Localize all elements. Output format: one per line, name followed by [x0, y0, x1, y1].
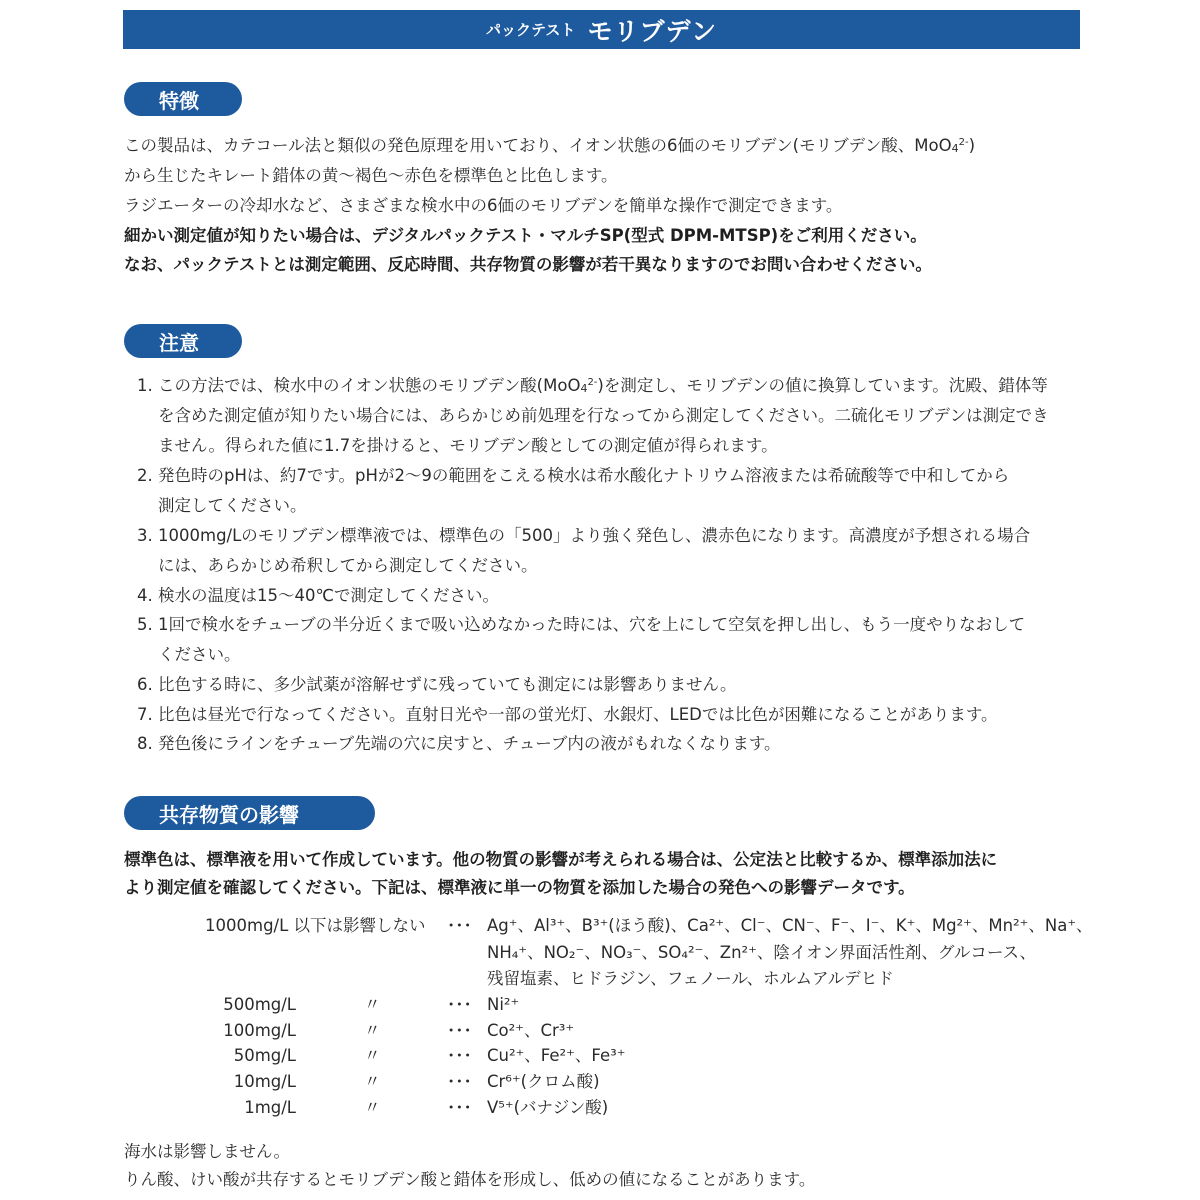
- features-line-5: なお、パックテストとは測定範囲、反応時間、共存物質の影響が若干異なりますのでお問い合わせください。: [124, 255, 932, 274]
- note-7-line-1: 比色は昼光で行なってください。直射日光や一部の蛍光灯、水銀灯、LEDでは比色が困難になることがあります。: [158, 705, 998, 724]
- note-5-line-2: ください。: [158, 645, 241, 664]
- note-number: 4.: [137, 586, 153, 605]
- ditto-mark: 〃: [364, 1046, 381, 1065]
- note-number: 7.: [137, 705, 153, 724]
- note-5-line-1: 1回で検水をチューブの半分近くまで吸い込めなかった時には、穴を上にして空気を押し出し、もう一度やりなおして: [158, 615, 1026, 634]
- section-heading-interference: 共存物質の影響: [124, 796, 375, 830]
- ditto-mark: 〃: [364, 1072, 381, 1091]
- interference-intro-2: より測定値を確認してください。下記は、標準液に単一の物質を添加した場合の発色への影響データです。: [124, 878, 915, 897]
- note-number: 6.: [137, 675, 153, 694]
- note-number: 3.: [137, 526, 153, 545]
- concentration-label: 1000mg/L 以下は影響しない: [205, 916, 426, 935]
- note-8-line-1: 発色後にラインをチューブ先端の穴に戻すと、チューブ内の液がもれなくなります。: [158, 734, 781, 753]
- substance-list: 残留塩素、ヒドラジン、フェノール、ホルムアルデヒド: [487, 969, 894, 988]
- interference-footnote-2: りん酸、けい酸が共存するとモリブデン酸と錯体を形成し、低めの値になることがあります。: [124, 1170, 816, 1189]
- note-2-line-2: 測定してください。: [158, 496, 307, 515]
- dots: ･･･: [447, 1046, 472, 1065]
- note-3-line-1: 1000mg/Lのモリブデン標準液では、標準色の「500」より強く発色し、濃赤色になります。高濃度が予想される場合: [158, 526, 1031, 545]
- concentration-label: 10mg/L: [233, 1072, 296, 1091]
- ditto-mark: 〃: [364, 995, 381, 1014]
- interference-intro-1: 標準色は、標準液を用いて作成しています。他の物質の影響が考えられる場合は、公定法と比較するか、標準添加法に: [124, 850, 998, 869]
- interference-footnote-1: 海水は影響しません。: [124, 1142, 290, 1161]
- substance-list: Cu²⁺、Fe²⁺、Fe³⁺: [487, 1046, 626, 1065]
- substance-list: NH₄⁺、NO₂⁻、NO₃⁻、SO₄²⁻、Zn²⁺、陰イオン界面活性剤、グルコース、: [487, 943, 1037, 962]
- features-line-3: ラジエーターの冷却水など、さまざまな検水中の6価のモリブデンを簡単な操作で測定できます。: [124, 196, 843, 215]
- title-prefix: パックテスト: [486, 21, 576, 39]
- features-line-4: 細かい測定値が知りたい場合は、デジタルパックテスト・マルチSP(型式 DPM-MTSP)をご利用ください。: [124, 226, 927, 245]
- note-6-line-1: 比色する時に、多少試薬が溶解せずに残っていても測定には影響ありません。: [158, 675, 737, 694]
- concentration-label: 100mg/L: [223, 1021, 296, 1040]
- dots: ･･･: [447, 1021, 472, 1040]
- note-4-line-1: 検水の温度は15～40℃で測定してください。: [158, 586, 500, 605]
- dots: ･･･: [447, 1098, 472, 1117]
- note-number: 2.: [137, 466, 153, 485]
- substance-list: Ni²⁺: [487, 995, 520, 1014]
- section-heading-features: 特徴: [124, 82, 242, 116]
- concentration-label: 500mg/L: [223, 995, 296, 1014]
- note-1-line-3: ません。得られた値に1.7を掛けると、モリブデン酸としての測定値が得られます。: [158, 436, 778, 455]
- substance-list: Ag⁺、Al³⁺、B³⁺(ほう酸)、Ca²⁺、Cl⁻、CN⁻、F⁻、I⁻、K⁺、Mg²⁺、Mn²⁺、Na⁺、: [487, 916, 1093, 935]
- note-3-line-2: には、あらかじめ希釈してから測定してください。: [158, 556, 538, 575]
- dots: ･･･: [447, 916, 472, 935]
- page-title: モリブデン: [587, 16, 717, 46]
- substance-list: V⁵⁺(バナジン酸): [487, 1098, 609, 1117]
- note-number: 8.: [137, 734, 153, 753]
- ditto-mark: 〃: [364, 1098, 381, 1117]
- ditto-mark: 〃: [364, 1021, 381, 1040]
- note-number: 5.: [137, 615, 153, 634]
- features-line-1: この製品は、カテコール法と類似の発色原理を用いており、イオン状態の6価のモリブデン(モリブデン酸、MoO$_4^{2-}$): [124, 136, 976, 155]
- features-line-2: から生じたキレート錯体の黄～褐色～赤色を標準色と比色します。: [124, 166, 618, 185]
- concentration-label: 50mg/L: [233, 1046, 296, 1065]
- section-heading-notes: 注意: [124, 324, 242, 358]
- note-number: 1.: [137, 376, 153, 395]
- concentration-label: 1mg/L: [244, 1098, 296, 1117]
- note-1-line-2: を含めた測定値が知りたい場合には、あらかじめ前処理を行なってから測定してください。二硫化モリブデンは測定でき: [158, 406, 1049, 425]
- dots: ･･･: [447, 995, 472, 1014]
- substance-list: Co²⁺、Cr³⁺: [487, 1021, 575, 1040]
- note-1-line-1: この方法では、検水中のイオン状態のモリブデン酸(MoO$_4^{2-}$)を測定し、モリブデンの値に換算しています。沈殿、錯体等: [158, 376, 1048, 395]
- title-bar: [123, 10, 1080, 49]
- substance-list: Cr⁶⁺(クロム酸): [487, 1072, 600, 1091]
- dots: ･･･: [447, 1072, 472, 1091]
- note-2-line-1: 発色時のpHは、約7です。pHが2～9の範囲をこえる検水は希水酸化ナトリウム溶液または希硫酸等で中和してから: [158, 466, 1010, 485]
